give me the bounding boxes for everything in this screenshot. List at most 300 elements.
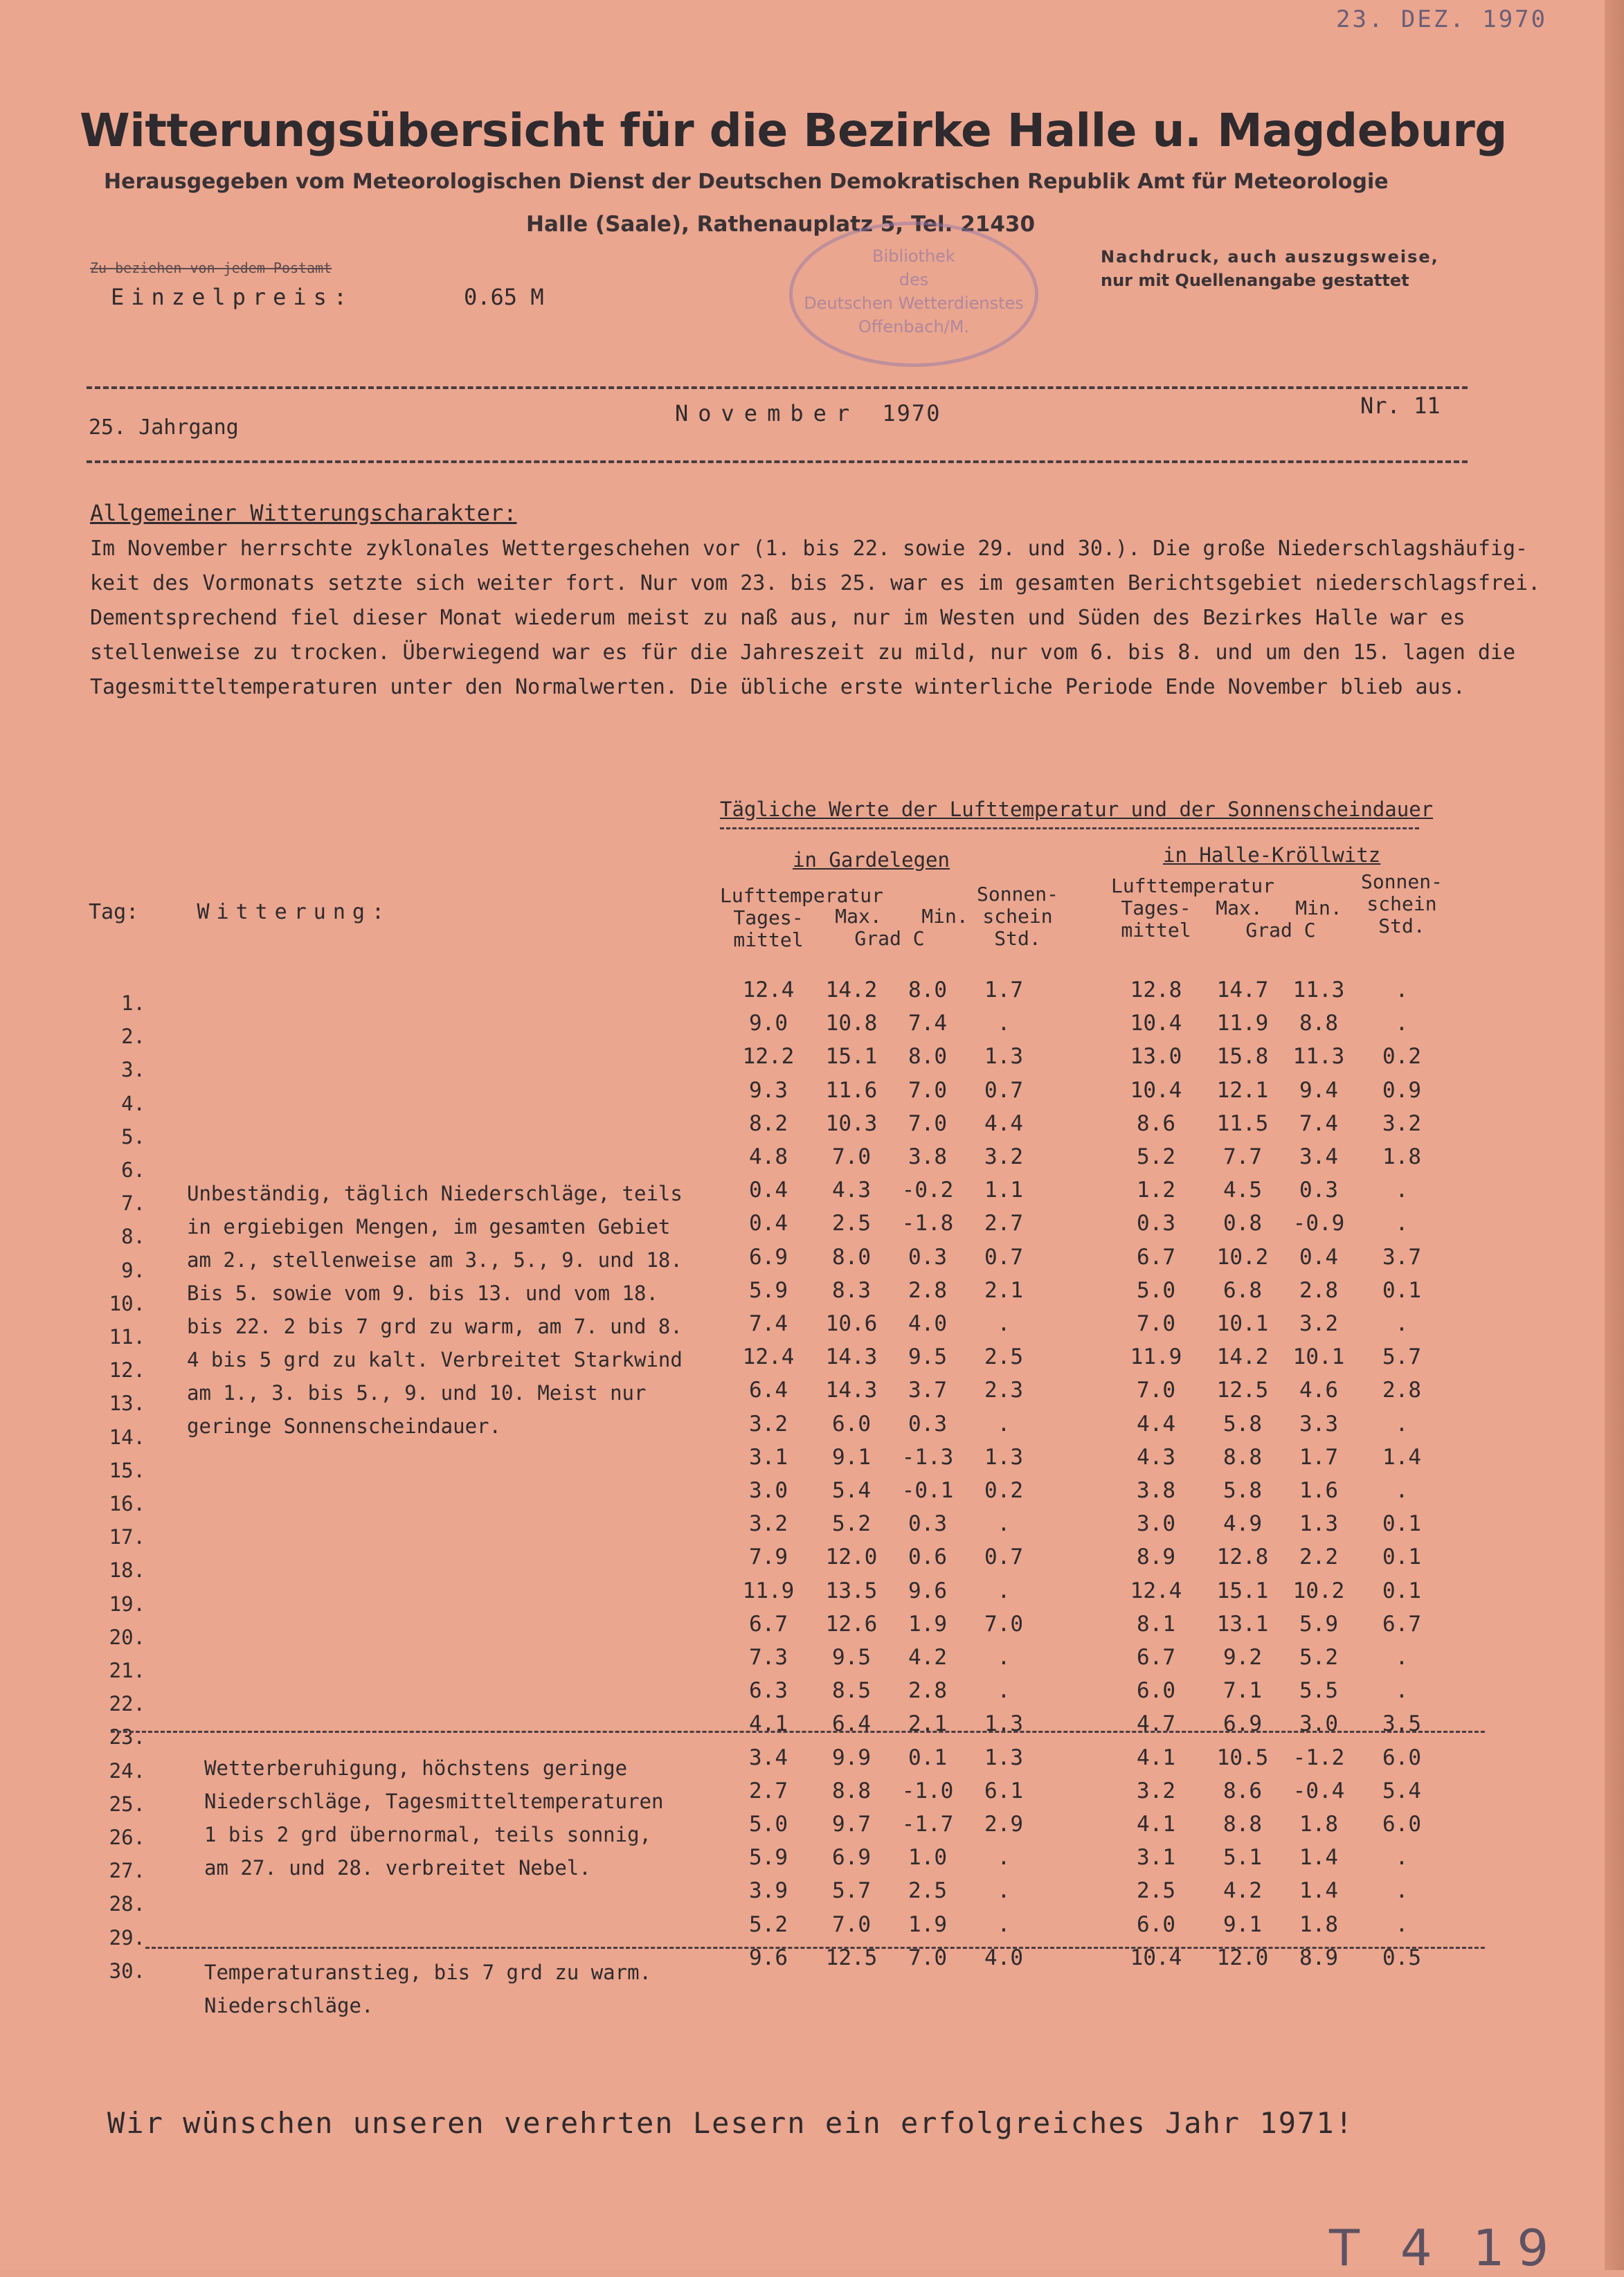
- day-label: 16.: [109, 1492, 145, 1515]
- table-cell: 5.8: [1223, 1478, 1262, 1503]
- table-cell: .: [1395, 1011, 1409, 1036]
- library-stamp: [789, 222, 1038, 367]
- reprint-note: [1101, 246, 1439, 292]
- table-cell: 6.0: [832, 1412, 871, 1437]
- table-cell: 7.4: [908, 1011, 947, 1036]
- table-cell: 8.6: [1137, 1111, 1175, 1136]
- table-cell: .: [997, 1311, 1011, 1336]
- table-cell: 2.7: [749, 1779, 788, 1803]
- table-cell: 5.2: [832, 1511, 871, 1536]
- table-cell: 6.9: [749, 1245, 788, 1270]
- table-cell: 11.3: [1292, 978, 1345, 1002]
- table-cell: 0.5: [1382, 1945, 1421, 1970]
- day-label: 25.: [109, 1792, 145, 1816]
- table-cell: 10.2: [1216, 1245, 1269, 1270]
- table-cell: 5.2: [749, 1912, 788, 1937]
- table-cell: 0.3: [908, 1245, 947, 1270]
- table-cell: .: [997, 1011, 1011, 1036]
- day-label: 29.: [109, 1926, 145, 1950]
- table-cell: 10.3: [825, 1111, 878, 1136]
- table-cell: 8.8: [1223, 1445, 1262, 1470]
- table-cell: .: [1395, 1478, 1409, 1503]
- issue-month-name: November: [675, 400, 860, 426]
- header-line: schein: [1366, 892, 1437, 915]
- table-cell: 6.1: [984, 1779, 1023, 1803]
- header-grad-1: Grad C: [854, 927, 925, 950]
- closing-greeting: Wir wünschen unseren verehrten Lesern ein erfolgreiches Jahr 1971!: [107, 2106, 1354, 2140]
- table-cell: 3.1: [749, 1445, 788, 1470]
- table-cell: .: [997, 1678, 1011, 1703]
- library-stamp-line: des: [899, 270, 929, 289]
- day-label: 22.: [109, 1692, 145, 1716]
- table-cell: 3.3: [1299, 1412, 1338, 1437]
- header-sonnenschein-1: [966, 883, 1070, 950]
- table-cell: 13.1: [1216, 1612, 1269, 1637]
- table-cell: 6.7: [1137, 1245, 1175, 1270]
- table-cell: 3.5: [1382, 1711, 1421, 1736]
- reprint-note-line: nur mit Quellenangabe gestattet: [1101, 270, 1409, 290]
- paragraph-line: stellenweise zu trocken. Überwiegend war es für die Jahreszeit zu mild, nur vom 6. bis 8. und um den 15. lagen die: [90, 640, 1516, 665]
- weather-line: Wetterberuhigung, höchstens geringe: [204, 1756, 628, 1780]
- table-cell: 0.1: [908, 1745, 947, 1770]
- table-cell: 0.8: [1223, 1211, 1262, 1236]
- table-cell: 3.7: [1382, 1245, 1421, 1270]
- day-label: 11.: [109, 1325, 145, 1349]
- received-date-stamp: 23. DEZ. 1970: [1336, 6, 1548, 33]
- table-cell: .: [1395, 1645, 1409, 1670]
- table-cell: 6.7: [1382, 1612, 1421, 1637]
- day-label: 7.: [121, 1191, 145, 1215]
- table-cell: 5.9: [1299, 1612, 1338, 1637]
- table-cell: 8.8: [1223, 1812, 1262, 1837]
- weather-line: Bis 5. sowie vom 9. bis 13. und vom 18.: [187, 1281, 658, 1305]
- table-cell: 8.3: [832, 1278, 871, 1303]
- table-cell: 11.9: [1216, 1011, 1269, 1036]
- station-halle: in Halle-Kröllwitz: [1163, 843, 1381, 867]
- table-cell: 0.3: [908, 1511, 947, 1536]
- table-cell: 0.3: [1299, 1178, 1338, 1203]
- table-cell: 5.2: [1137, 1144, 1175, 1169]
- table-cell: .: [1395, 978, 1409, 1002]
- table-cell: 9.6: [749, 1945, 788, 1970]
- table-cell: 3.2: [749, 1412, 788, 1437]
- table-cell: 3.8: [1137, 1478, 1175, 1503]
- table-cell: 12.0: [1216, 1945, 1269, 1970]
- table-cell: 7.0: [1137, 1311, 1175, 1336]
- table-cell: 8.9: [1137, 1545, 1175, 1569]
- section-heading: Allgemeiner Witterungscharakter:: [90, 500, 517, 526]
- table-cell: 5.5: [1299, 1678, 1338, 1703]
- day-label: 10.: [109, 1292, 145, 1315]
- table-cell: 0.1: [1382, 1278, 1421, 1303]
- table-cell: 4.4: [1137, 1412, 1175, 1437]
- day-label: 15.: [109, 1459, 145, 1482]
- table-cell: 11.6: [825, 1078, 878, 1103]
- weather-line: am 27. und 28. verbreitet Nebel.: [204, 1856, 591, 1880]
- general-character-text: [90, 532, 1540, 705]
- table-cell: .: [997, 1912, 1011, 1937]
- table-cell: 5.9: [749, 1845, 788, 1870]
- table-cell: 4.3: [832, 1178, 871, 1203]
- table-cell: 2.1: [984, 1278, 1023, 1303]
- table-cell: 6.7: [1137, 1645, 1175, 1670]
- table-cell: 1.4: [1382, 1445, 1421, 1470]
- period-divider: [145, 1947, 1485, 1949]
- table-cell: 8.9: [1299, 1945, 1338, 1970]
- table-cell: 8.0: [832, 1245, 871, 1270]
- table-cell: 7.0: [1137, 1378, 1175, 1403]
- header-line: Sonnen-: [976, 883, 1058, 906]
- table-cell: 1.0: [908, 1845, 947, 1870]
- day-label: 28.: [109, 1892, 145, 1916]
- table-cell: 1.8: [1299, 1812, 1338, 1837]
- table-cell: 4.2: [908, 1645, 947, 1670]
- weather-line: am 1., 3. bis 5., 9. und 10. Meist nur: [187, 1381, 647, 1405]
- table-cell: 3.4: [1299, 1144, 1338, 1169]
- table-cell: .: [1395, 1912, 1409, 1937]
- weather-line: Niederschläge.: [204, 1994, 374, 2017]
- table-cell: 7.4: [1299, 1111, 1338, 1136]
- issue-year: 25. Jahrgang: [89, 415, 239, 440]
- table-cell: 9.6: [908, 1578, 947, 1603]
- table-cell: 12.4: [742, 1344, 795, 1369]
- table-cell: 13.5: [825, 1578, 878, 1603]
- table-cell: 5.4: [832, 1478, 871, 1503]
- weather-description-period-3: [204, 1956, 651, 2022]
- table-cell: 0.2: [1382, 1044, 1421, 1069]
- table-cell: -1.8: [901, 1211, 954, 1236]
- table-cell: 10.1: [1292, 1344, 1345, 1369]
- price-label: Einzelpreis:: [111, 284, 354, 310]
- day-label: 12.: [109, 1358, 145, 1382]
- day-label: 30.: [109, 1959, 145, 1983]
- table-cell: 1.9: [908, 1612, 947, 1637]
- table-cell: .: [1395, 1211, 1409, 1236]
- table-cell: 1.6: [1299, 1478, 1338, 1503]
- header-lufttemperatur-2: Lufttemperatur: [1111, 874, 1275, 897]
- table-cell: 5.0: [749, 1812, 788, 1837]
- table-cell: 2.9: [984, 1812, 1023, 1837]
- table-cell: 3.2: [984, 1144, 1023, 1169]
- table-cell: 1.3: [984, 1445, 1023, 1470]
- column-header-day: Tag:: [89, 900, 139, 924]
- table-cell: 3.9: [749, 1878, 788, 1903]
- table-cell: 12.8: [1130, 978, 1182, 1002]
- table-cell: 1.3: [984, 1044, 1023, 1069]
- header-max-1: Max.: [835, 905, 882, 928]
- table-cell: 2.3: [984, 1378, 1023, 1403]
- weather-line: 1 bis 2 grd übernormal, teils sonnig,: [204, 1823, 652, 1846]
- table-cell: 2.8: [908, 1278, 947, 1303]
- table-cell: 3.7: [908, 1378, 947, 1403]
- weather-line: in ergiebigen Mengen, im gesamten Gebiet: [187, 1215, 671, 1239]
- table-cell: 4.6: [1299, 1378, 1338, 1403]
- table-cell: 5.7: [1382, 1344, 1421, 1369]
- table-cell: 10.6: [825, 1311, 878, 1336]
- day-label: 1.: [121, 991, 145, 1015]
- day-label: 3.: [121, 1058, 145, 1081]
- table-cell: 8.8: [832, 1779, 871, 1803]
- table-cell: .: [1395, 1678, 1409, 1703]
- table-cell: 2.7: [984, 1211, 1023, 1236]
- header-line: Std.: [1378, 915, 1425, 937]
- day-label: 5.: [121, 1125, 145, 1149]
- table-cell: 6.4: [749, 1378, 788, 1403]
- table-cell: 6.0: [1137, 1678, 1175, 1703]
- divider: [720, 827, 1419, 829]
- header-lufttemperatur-1: Lufttemperatur: [720, 884, 884, 907]
- table-cell: 3.2: [1382, 1111, 1421, 1136]
- table-cell: 6.7: [749, 1612, 788, 1637]
- table-cell: 2.8: [1382, 1378, 1421, 1403]
- table-cell: -0.4: [1292, 1779, 1345, 1803]
- table-cell: 7.0: [908, 1111, 947, 1136]
- table-cell: 15.8: [1216, 1044, 1269, 1069]
- table-cell: 3.2: [1299, 1311, 1338, 1336]
- table-cell: 6.0: [1382, 1745, 1421, 1770]
- table-cell: -1.0: [901, 1779, 954, 1803]
- weather-line: Niederschläge, Tagesmitteltemperaturen: [204, 1790, 664, 1813]
- table-cell: .: [997, 1412, 1011, 1437]
- paragraph-line: keit des Vormonats setzte sich weiter fort. Nur vom 23. bis 25. war es im gesamten Berichtsgebiet niederschlagsfrei.: [90, 571, 1541, 595]
- station-gardelegen: in Gardelegen: [793, 848, 950, 872]
- table-cell: 12.8: [1216, 1545, 1269, 1569]
- table-cell: 14.3: [825, 1378, 878, 1403]
- archive-mark: T 4 19: [1329, 2219, 1562, 2277]
- header-line: Std.: [994, 927, 1041, 950]
- table-cell: -1.2: [1292, 1745, 1345, 1770]
- table-cell: 1.3: [984, 1711, 1023, 1736]
- table-cell: 9.1: [1223, 1912, 1262, 1937]
- table-cell: 10.4: [1130, 1078, 1182, 1103]
- table-cell: 11.9: [742, 1578, 795, 1603]
- table-cell: 2.1: [908, 1711, 947, 1736]
- table-cell: 7.0: [832, 1912, 871, 1937]
- table-cell: 2.8: [1299, 1278, 1338, 1303]
- issue-month-year: 1970: [882, 400, 941, 426]
- table-cell: 8.1: [1137, 1612, 1175, 1637]
- weather-line: bis 22. 2 bis 7 grd zu warm, am 7. und 8.: [187, 1315, 683, 1338]
- table-cell: 8.5: [832, 1678, 871, 1703]
- table-cell: 4.0: [984, 1945, 1023, 1970]
- day-label: 14.: [109, 1425, 145, 1449]
- library-stamp-line: Deutschen Wetterdienstes: [804, 294, 1024, 313]
- table-cell: 0.9: [1382, 1078, 1421, 1103]
- table-cell: 0.7: [984, 1245, 1023, 1270]
- table-cell: 2.8: [908, 1678, 947, 1703]
- table-cell: 9.9: [832, 1745, 871, 1770]
- table-cell: 12.0: [825, 1545, 878, 1569]
- table-cell: 1.7: [1299, 1445, 1338, 1470]
- header-min-2: Min.: [1295, 897, 1342, 919]
- header-max-2: Max.: [1216, 897, 1263, 919]
- day-label: 2.: [121, 1025, 145, 1048]
- table-cell: 11.3: [1292, 1044, 1345, 1069]
- table-cell: 4.9: [1223, 1511, 1262, 1536]
- library-stamp-line: Bibliothek: [872, 246, 955, 266]
- table-cell: 12.5: [1216, 1378, 1269, 1403]
- table-cell: 9.3: [749, 1078, 788, 1103]
- table-cell: 7.9: [749, 1545, 788, 1569]
- day-label: 8.: [121, 1225, 145, 1248]
- publisher-address: Halle (Saale), Rathenauplatz 5, Tel. 21430: [526, 212, 1036, 237]
- table-cell: 2.5: [832, 1211, 871, 1236]
- table-cell: .: [997, 1845, 1011, 1870]
- table-cell: 6.8: [1223, 1278, 1262, 1303]
- table-cell: .: [1395, 1878, 1409, 1903]
- table-cell: 7.4: [749, 1311, 788, 1336]
- weather-line: am 2., stellenweise am 3., 5., 9. und 18.: [187, 1248, 683, 1272]
- weather-description-period-2: [204, 1752, 663, 1884]
- table-cell: 7.0: [832, 1144, 871, 1169]
- header-line: Tages-: [1121, 897, 1191, 919]
- table-title: Tägliche Werte der Lufttemperatur und der Sonnenscheindauer: [720, 798, 1434, 821]
- table-cell: 4.8: [749, 1144, 788, 1169]
- price-value: 0.65 M: [464, 284, 544, 310]
- table-cell: 1.3: [984, 1745, 1023, 1770]
- day-label: 21.: [109, 1659, 145, 1682]
- day-label: 18.: [109, 1558, 145, 1582]
- table-cell: 12.4: [742, 978, 795, 1002]
- table-cell: 7.7: [1223, 1144, 1262, 1169]
- table-cell: 14.2: [825, 978, 878, 1002]
- table-cell: .: [997, 1878, 1011, 1903]
- table-cell: 5.2: [1299, 1645, 1338, 1670]
- table-cell: 0.6: [908, 1545, 947, 1569]
- weather-line: Temperaturanstieg, bis 7 grd zu warm.: [204, 1961, 652, 1984]
- table-cell: 4.2: [1223, 1878, 1262, 1903]
- table-cell: 7.0: [908, 1945, 947, 1970]
- day-label: 13.: [109, 1392, 145, 1415]
- weather-line: Unbeständig, täglich Niederschläge, teils: [187, 1182, 683, 1205]
- table-cell: 2.5: [984, 1344, 1023, 1369]
- header-line: Sonnen-: [1360, 870, 1443, 893]
- paragraph-line: Dementsprechend fiel dieser Monat wiederum meist zu naß aus, nur im Westen und Süden des Bezirkes Halle war es: [90, 606, 1465, 630]
- table-cell: 10.5: [1216, 1745, 1269, 1770]
- table-cell: 0.3: [1137, 1211, 1175, 1236]
- table-cell: 6.9: [1223, 1711, 1262, 1736]
- table-cell: 0.2: [984, 1478, 1023, 1503]
- day-label: 17.: [109, 1525, 145, 1549]
- paragraph-line: Im November herrschte zyklonales Wettergeschehen vor (1. bis 22. sowie 29. und 30.). Die große Niederschlagshäufig-: [90, 537, 1528, 561]
- header-min-1: Min.: [921, 905, 968, 928]
- table-cell: 1.3: [1299, 1511, 1338, 1536]
- library-stamp-line: Offenbach/M.: [858, 317, 970, 336]
- table-cell: 8.2: [749, 1111, 788, 1136]
- header-line: mittel: [733, 928, 804, 951]
- table-cell: 4.5: [1223, 1178, 1262, 1203]
- table-cell: .: [997, 1645, 1011, 1670]
- table-cell: -0.9: [1292, 1211, 1345, 1236]
- table-cell: 0.1: [1382, 1545, 1421, 1569]
- table-cell: 15.1: [1216, 1578, 1269, 1603]
- day-label: 24.: [109, 1759, 145, 1783]
- table-cell: 4.4: [984, 1111, 1023, 1136]
- table-cell: 14.3: [825, 1344, 878, 1369]
- day-label: 23.: [109, 1725, 145, 1749]
- table-cell: 7.0: [908, 1078, 947, 1103]
- column-header-weather: Witterung:: [197, 900, 392, 924]
- period-divider: [111, 1731, 1485, 1733]
- table-cell: 1.4: [1299, 1878, 1338, 1903]
- table-cell: -0.1: [901, 1478, 954, 1503]
- day-label: 27.: [109, 1859, 145, 1882]
- header-sonnenschein-2: [1350, 871, 1454, 937]
- table-cell: 8.6: [1223, 1779, 1262, 1803]
- divider: [87, 460, 1468, 463]
- table-cell: 10.1: [1216, 1311, 1269, 1336]
- table-cell: 8.0: [908, 978, 947, 1002]
- table-cell: 0.3: [908, 1412, 947, 1437]
- table-cell: 15.1: [825, 1044, 878, 1069]
- table-cell: 12.6: [825, 1612, 878, 1637]
- table-cell: 8.0: [908, 1044, 947, 1069]
- table-cell: .: [997, 1578, 1011, 1603]
- table-cell: 6.3: [749, 1678, 788, 1703]
- column-header-day-weather: [89, 900, 391, 924]
- table-cell: 5.9: [749, 1278, 788, 1303]
- day-label: 4.: [121, 1092, 145, 1115]
- paragraph-line: Tagesmitteltemperaturen unter den Normalwerten. Die übliche erste winterliche Periode Ende November blieb aus.: [90, 675, 1465, 699]
- table-cell: 11.9: [1130, 1344, 1182, 1369]
- table-cell: 7.3: [749, 1645, 788, 1670]
- table-cell: -1.3: [901, 1445, 954, 1470]
- day-label: 26.: [109, 1826, 145, 1849]
- day-label: 20.: [109, 1626, 145, 1649]
- table-cell: 3.0: [1137, 1511, 1175, 1536]
- table-cell: 14.2: [1216, 1344, 1269, 1369]
- table-cell: 1.8: [1299, 1912, 1338, 1937]
- header-tagesmittel-1: [716, 907, 820, 951]
- table-cell: 9.5: [832, 1645, 871, 1670]
- table-cell: 4.1: [1137, 1745, 1175, 1770]
- table-cell: 11.5: [1216, 1111, 1269, 1136]
- table-cell: 4.7: [1137, 1711, 1175, 1736]
- table-cell: 6.4: [832, 1711, 871, 1736]
- publisher-line: Herausgegeben vom Meteorologischen Dienst der Deutschen Demokratischen Republik Amt für Meteorologie: [104, 170, 1389, 194]
- table-cell: 10.4: [1130, 1945, 1182, 1970]
- table-cell: 12.1: [1216, 1078, 1269, 1103]
- table-cell: 4.1: [1137, 1812, 1175, 1837]
- header-line: schein: [982, 905, 1053, 928]
- table-cell: 3.8: [908, 1144, 947, 1169]
- table-cell: 13.0: [1130, 1044, 1182, 1069]
- table-cell: 12.5: [825, 1945, 878, 1970]
- table-cell: 6.0: [1382, 1812, 1421, 1837]
- table-cell: 12.2: [742, 1044, 795, 1069]
- table-cell: 8.8: [1299, 1011, 1338, 1036]
- subscription-note: Zu beziehen von jedem Postamt: [90, 260, 332, 276]
- day-label: 6.: [121, 1158, 145, 1182]
- header-line: mittel: [1121, 919, 1191, 942]
- header-grad-2: Grad C: [1245, 919, 1316, 942]
- table-cell: 0.4: [749, 1211, 788, 1236]
- day-label: 19.: [109, 1592, 145, 1616]
- table-cell: 7.1: [1223, 1678, 1262, 1703]
- divider: [87, 386, 1468, 389]
- table-cell: 2.2: [1299, 1545, 1338, 1569]
- table-cell: 5.1: [1223, 1845, 1262, 1870]
- page-edge: [1605, 0, 1624, 2270]
- table-cell: .: [1395, 1412, 1409, 1437]
- table-cell: 3.1: [1137, 1845, 1175, 1870]
- issue-month: [675, 400, 941, 426]
- table-cell: 2.5: [1137, 1878, 1175, 1903]
- table-cell: .: [1395, 1178, 1409, 1203]
- issue-number: Nr. 11: [1360, 393, 1441, 419]
- table-cell: 2.5: [908, 1878, 947, 1903]
- table-cell: 0.4: [1299, 1245, 1338, 1270]
